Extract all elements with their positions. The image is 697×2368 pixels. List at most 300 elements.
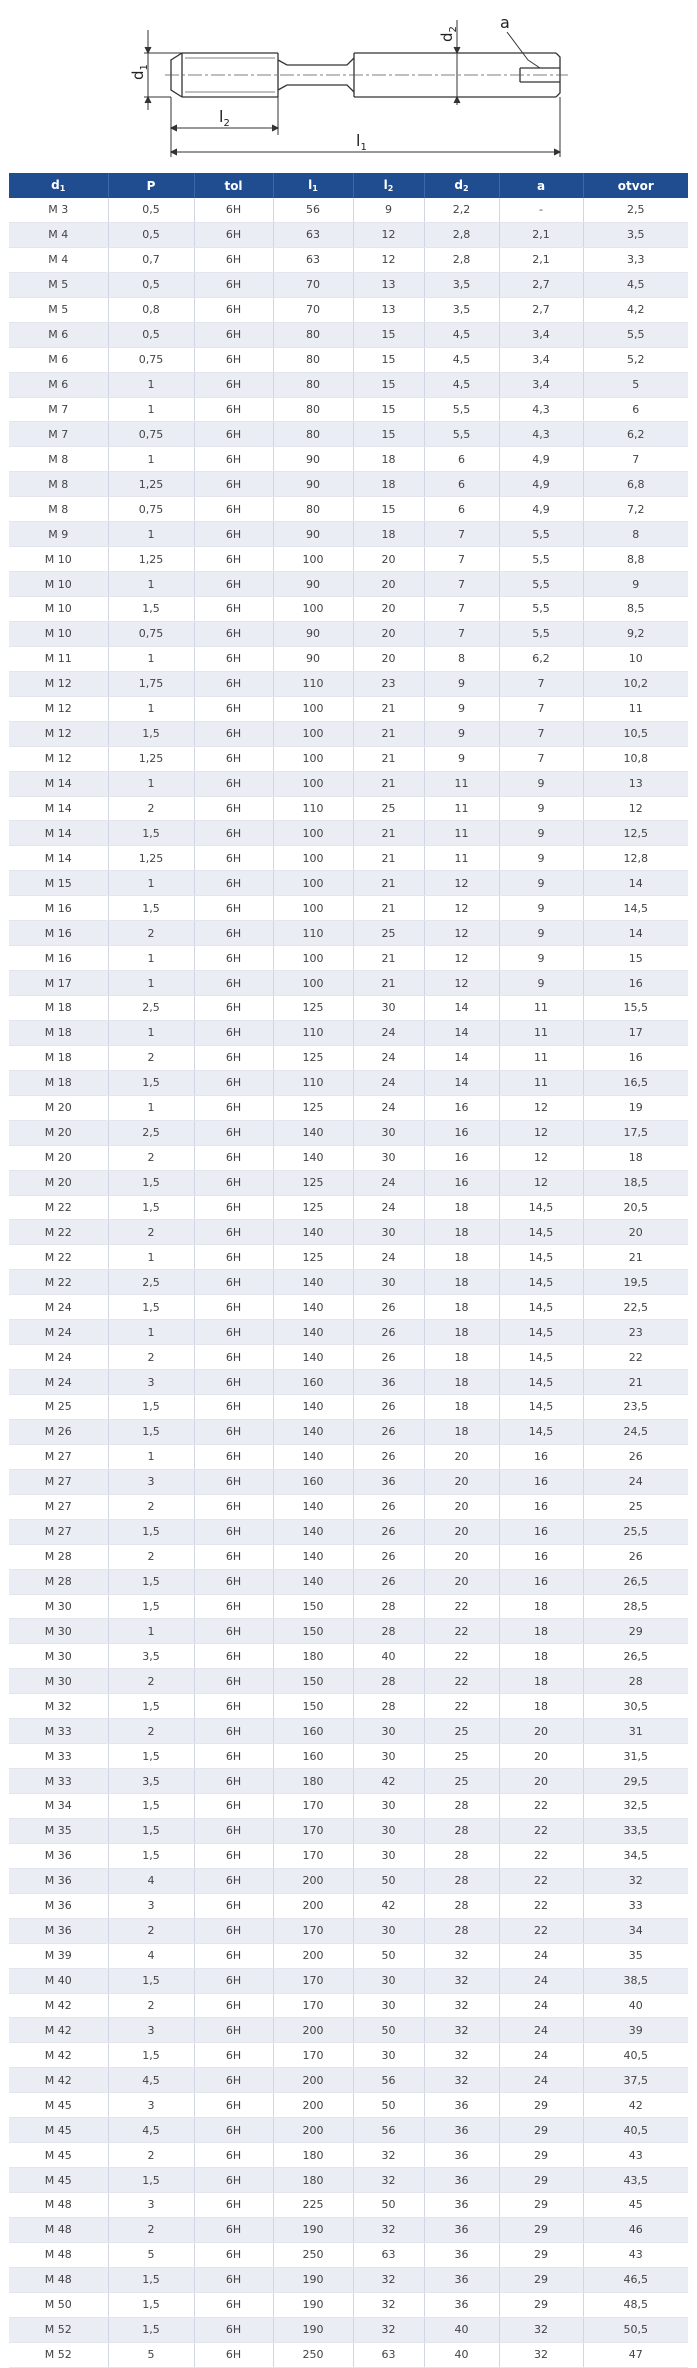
cell-l2: 30 xyxy=(353,1145,424,1170)
cell-l1: 80 xyxy=(273,322,353,347)
cell-a: 18 xyxy=(499,1694,583,1719)
cell-d2: 28 xyxy=(424,1893,499,1918)
cell-l1: 170 xyxy=(273,1993,353,2018)
cell-pitch: 4,5 xyxy=(108,2068,194,2093)
cell-pitch: 2 xyxy=(108,1045,194,1070)
cell-d1: M 8 xyxy=(9,472,108,497)
cell-pitch: 1 xyxy=(108,1020,194,1045)
table-row xyxy=(9,846,688,871)
cell-l1: 125 xyxy=(273,1170,353,1195)
cell-d1: M 35 xyxy=(9,1818,108,1843)
cell-d2: 11 xyxy=(424,796,499,821)
cell-d1: M 45 xyxy=(9,2143,108,2168)
cell-a: 11 xyxy=(499,1070,583,1095)
cell-pitch: 2 xyxy=(108,921,194,946)
cell-d1: M 24 xyxy=(9,1295,108,1320)
cell-a: 7 xyxy=(499,746,583,771)
cell-l2: 56 xyxy=(353,2068,424,2093)
l2-label: $l_2$ xyxy=(219,107,230,129)
cell-l1: 100 xyxy=(273,547,353,572)
table-row xyxy=(9,1444,688,1469)
cell-a: 9 xyxy=(499,971,583,996)
cell-tolerance: 6H xyxy=(194,322,273,347)
cell-d2: 18 xyxy=(424,1419,499,1444)
cell-pitch: 1,5 xyxy=(108,721,194,746)
table-row xyxy=(9,1195,688,1220)
cell-d2: 7 xyxy=(424,572,499,597)
cell-l2: 30 xyxy=(353,1744,424,1769)
cell-otvor: 7 xyxy=(583,447,688,472)
cell-d2: 14 xyxy=(424,996,499,1021)
cell-otvor: 35 xyxy=(583,1943,688,1968)
cell-a: 29 xyxy=(499,2093,583,2118)
cell-otvor: 48,5 xyxy=(583,2292,688,2317)
cell-l2: 18 xyxy=(353,472,424,497)
cell-d2: 6 xyxy=(424,472,499,497)
cell-l1: 100 xyxy=(273,871,353,896)
cell-l1: 200 xyxy=(273,1868,353,1893)
cell-a: 3,4 xyxy=(499,322,583,347)
cell-otvor: 14,5 xyxy=(583,896,688,921)
table-body xyxy=(9,198,688,2367)
cell-pitch: 5 xyxy=(108,2242,194,2267)
cell-tolerance: 6H xyxy=(194,2193,273,2218)
cell-d1: M 9 xyxy=(9,522,108,547)
cell-l1: 250 xyxy=(273,2242,353,2267)
d1-label: $d_1$ xyxy=(129,64,150,80)
cell-l1: 140 xyxy=(273,1395,353,1420)
table-row xyxy=(9,621,688,646)
cell-a: 24 xyxy=(499,2018,583,2043)
cell-otvor: 22,5 xyxy=(583,1295,688,1320)
cell-otvor: 12,5 xyxy=(583,821,688,846)
cell-tolerance: 6H xyxy=(194,771,273,796)
cell-otvor: 26 xyxy=(583,1544,688,1569)
cell-d2: 22 xyxy=(424,1669,499,1694)
cell-d2: 32 xyxy=(424,1943,499,1968)
cell-d1: M 12 xyxy=(9,746,108,771)
table-row xyxy=(9,1619,688,1644)
cell-l2: 24 xyxy=(353,1045,424,1070)
cell-pitch: 4,5 xyxy=(108,2118,194,2143)
table-row xyxy=(9,2342,688,2367)
cell-pitch: 3 xyxy=(108,2193,194,2218)
cell-a: 18 xyxy=(499,1619,583,1644)
table-row xyxy=(9,272,688,297)
cell-l1: 190 xyxy=(273,2292,353,2317)
cell-l1: 70 xyxy=(273,272,353,297)
cell-d1: M 48 xyxy=(9,2242,108,2267)
cell-a: 9 xyxy=(499,946,583,971)
cell-l1: 140 xyxy=(273,1444,353,1469)
cell-l2: 56 xyxy=(353,2118,424,2143)
cell-l1: 190 xyxy=(273,2217,353,2242)
cell-l2: 24 xyxy=(353,1195,424,1220)
cell-l1: 110 xyxy=(273,1020,353,1045)
cell-a: 16 xyxy=(499,1544,583,1569)
cell-d2: 18 xyxy=(424,1270,499,1295)
cell-tolerance: 6H xyxy=(194,971,273,996)
cell-tolerance: 6H xyxy=(194,1145,273,1170)
cell-otvor: 4,5 xyxy=(583,272,688,297)
cell-tolerance: 6H xyxy=(194,2342,273,2367)
cell-a: 22 xyxy=(499,1893,583,1918)
cell-tolerance: 6H xyxy=(194,347,273,372)
d2-label: $d_2$ xyxy=(438,26,459,42)
cell-pitch: 1,5 xyxy=(108,1818,194,1843)
cell-pitch: 1 xyxy=(108,397,194,422)
cell-pitch: 1,5 xyxy=(108,1843,194,1868)
table-row xyxy=(9,372,688,397)
cell-a: 4,3 xyxy=(499,422,583,447)
cell-l2: 21 xyxy=(353,871,424,896)
tap-dimension-drawing xyxy=(0,0,697,172)
cell-a: 29 xyxy=(499,2143,583,2168)
cell-tolerance: 6H xyxy=(194,1120,273,1145)
cell-d2: 8 xyxy=(424,646,499,671)
cell-d1: M 48 xyxy=(9,2193,108,2218)
cell-l1: 100 xyxy=(273,696,353,721)
cell-a: 22 xyxy=(499,1918,583,1943)
cell-l2: 30 xyxy=(353,1220,424,1245)
cell-l2: 63 xyxy=(353,2242,424,2267)
cell-a: 12 xyxy=(499,1170,583,1195)
cell-a: 18 xyxy=(499,1594,583,1619)
cell-l1: 170 xyxy=(273,2043,353,2068)
cell-d2: 9 xyxy=(424,746,499,771)
cell-l2: 9 xyxy=(353,198,424,222)
cell-otvor: 46 xyxy=(583,2217,688,2242)
cell-d2: 18 xyxy=(424,1195,499,1220)
cell-tolerance: 6H xyxy=(194,1943,273,1968)
cell-pitch: 3 xyxy=(108,2093,194,2118)
table-row xyxy=(9,2068,688,2093)
cell-a: 14,5 xyxy=(499,1345,583,1370)
cell-d1: M 22 xyxy=(9,1220,108,1245)
cell-otvor: 40,5 xyxy=(583,2043,688,2068)
cell-l2: 13 xyxy=(353,272,424,297)
cell-a: 2,1 xyxy=(499,222,583,247)
cell-pitch: 3,5 xyxy=(108,1769,194,1794)
cell-d2: 18 xyxy=(424,1395,499,1420)
cell-tolerance: 6H xyxy=(194,472,273,497)
cell-l1: 125 xyxy=(273,1095,353,1120)
cell-l1: 100 xyxy=(273,746,353,771)
cell-otvor: 5,5 xyxy=(583,322,688,347)
cell-pitch: 1 xyxy=(108,971,194,996)
cell-d2: 3,5 xyxy=(424,272,499,297)
table-row xyxy=(9,2118,688,2143)
cell-tolerance: 6H xyxy=(194,497,273,522)
cell-otvor: 23,5 xyxy=(583,1395,688,1420)
cell-tolerance: 6H xyxy=(194,2292,273,2317)
cell-otvor: 33 xyxy=(583,1893,688,1918)
cell-a: 14,5 xyxy=(499,1419,583,1444)
cell-pitch: 2 xyxy=(108,796,194,821)
col-header-otvor: otvor xyxy=(583,173,688,198)
cell-tolerance: 6H xyxy=(194,1794,273,1819)
cell-l1: 150 xyxy=(273,1619,353,1644)
cell-l1: 140 xyxy=(273,1145,353,1170)
cell-d1: M 36 xyxy=(9,1893,108,1918)
cell-d2: 18 xyxy=(424,1345,499,1370)
cell-pitch: 2 xyxy=(108,2217,194,2242)
table-row xyxy=(9,1843,688,1868)
table-row xyxy=(9,2093,688,2118)
cell-d2: 6 xyxy=(424,447,499,472)
cell-pitch: 1,5 xyxy=(108,1519,194,1544)
cell-l2: 26 xyxy=(353,1569,424,1594)
cell-d2: 16 xyxy=(424,1145,499,1170)
cell-l1: 140 xyxy=(273,1220,353,1245)
cell-otvor: 43 xyxy=(583,2143,688,2168)
cell-pitch: 0,5 xyxy=(108,222,194,247)
cell-l1: 125 xyxy=(273,1245,353,1270)
cell-otvor: 31 xyxy=(583,1719,688,1744)
cell-pitch: 1,5 xyxy=(108,1794,194,1819)
cell-otvor: 18 xyxy=(583,1145,688,1170)
cell-l2: 30 xyxy=(353,1843,424,1868)
cell-l1: 80 xyxy=(273,497,353,522)
cell-l2: 21 xyxy=(353,821,424,846)
cell-a: 7 xyxy=(499,721,583,746)
cell-pitch: 4 xyxy=(108,1868,194,1893)
cell-a: 9 xyxy=(499,896,583,921)
cell-d1: M 10 xyxy=(9,597,108,622)
cell-d2: 12 xyxy=(424,971,499,996)
cell-l2: 50 xyxy=(353,2018,424,2043)
cell-tolerance: 6H xyxy=(194,1569,273,1594)
cell-l1: 200 xyxy=(273,2118,353,2143)
cell-d2: 2,8 xyxy=(424,222,499,247)
table-row xyxy=(9,198,688,222)
table-row xyxy=(9,2317,688,2342)
cell-a: 5,5 xyxy=(499,621,583,646)
cell-tolerance: 6H xyxy=(194,1220,273,1245)
cell-d2: 20 xyxy=(424,1469,499,1494)
col-header-l2: $l_2$ xyxy=(353,173,424,198)
cell-tolerance: 6H xyxy=(194,372,273,397)
cell-l1: 70 xyxy=(273,297,353,322)
cell-d1: M 16 xyxy=(9,946,108,971)
cell-otvor: 5,2 xyxy=(583,347,688,372)
cell-d1: M 48 xyxy=(9,2217,108,2242)
cell-d1: M 22 xyxy=(9,1195,108,1220)
cell-tolerance: 6H xyxy=(194,2093,273,2118)
cell-pitch: 2,5 xyxy=(108,1270,194,1295)
cell-pitch: 1,5 xyxy=(108,1594,194,1619)
cell-d2: 12 xyxy=(424,896,499,921)
cell-l1: 160 xyxy=(273,1469,353,1494)
table-row xyxy=(9,1918,688,1943)
cell-d1: M 26 xyxy=(9,1419,108,1444)
cell-d2: 28 xyxy=(424,1843,499,1868)
table-row xyxy=(9,572,688,597)
cell-d1: M 30 xyxy=(9,1594,108,1619)
cell-l1: 90 xyxy=(273,472,353,497)
cell-l1: 56 xyxy=(273,198,353,222)
cell-otvor: 7,2 xyxy=(583,497,688,522)
cell-a: 11 xyxy=(499,996,583,1021)
table-row xyxy=(9,447,688,472)
col-header-d2: $d_2$ xyxy=(424,173,499,198)
cell-d2: 36 xyxy=(424,2267,499,2292)
cell-otvor: 20 xyxy=(583,1220,688,1245)
cell-tolerance: 6H xyxy=(194,1245,273,1270)
cell-a: 16 xyxy=(499,1469,583,1494)
cell-otvor: 33,5 xyxy=(583,1818,688,1843)
cell-d1: M 30 xyxy=(9,1619,108,1644)
cell-pitch: 1,5 xyxy=(108,1395,194,1420)
cell-a: 5,5 xyxy=(499,572,583,597)
cell-a: 2,7 xyxy=(499,272,583,297)
col-header-d1: $d_1$ xyxy=(9,173,108,198)
cell-d2: 20 xyxy=(424,1544,499,1569)
cell-d1: M 17 xyxy=(9,971,108,996)
cell-otvor: 15,5 xyxy=(583,996,688,1021)
cell-otvor: 39 xyxy=(583,2018,688,2043)
cell-l2: 32 xyxy=(353,2292,424,2317)
cell-d1: M 10 xyxy=(9,621,108,646)
cell-l2: 21 xyxy=(353,696,424,721)
cell-l1: 140 xyxy=(273,1270,353,1295)
cell-tolerance: 6H xyxy=(194,1370,273,1395)
cell-tolerance: 6H xyxy=(194,247,273,272)
table-row xyxy=(9,1993,688,2018)
cell-tolerance: 6H xyxy=(194,2068,273,2093)
cell-d2: 12 xyxy=(424,871,499,896)
cell-pitch: 1,5 xyxy=(108,1569,194,1594)
cell-otvor: 10,5 xyxy=(583,721,688,746)
cell-otvor: 29 xyxy=(583,1619,688,1644)
cell-tolerance: 6H xyxy=(194,1694,273,1719)
cell-l2: 26 xyxy=(353,1419,424,1444)
cell-l1: 100 xyxy=(273,846,353,871)
cell-d1: M 52 xyxy=(9,2342,108,2367)
cell-d2: 4,5 xyxy=(424,372,499,397)
cell-d2: 28 xyxy=(424,1918,499,1943)
cell-tolerance: 6H xyxy=(194,796,273,821)
cell-d2: 20 xyxy=(424,1569,499,1594)
cell-d1: M 16 xyxy=(9,921,108,946)
tap-drawing-svg xyxy=(0,0,697,172)
cell-a: 12 xyxy=(499,1095,583,1120)
cell-tolerance: 6H xyxy=(194,1644,273,1669)
cell-otvor: 13 xyxy=(583,771,688,796)
table-row xyxy=(9,646,688,671)
cell-l2: 30 xyxy=(353,2043,424,2068)
cell-l2: 20 xyxy=(353,547,424,572)
cell-l2: 21 xyxy=(353,971,424,996)
cell-tolerance: 6H xyxy=(194,2267,273,2292)
cell-d2: 7 xyxy=(424,547,499,572)
cell-pitch: 1,5 xyxy=(108,1295,194,1320)
cell-pitch: 1,75 xyxy=(108,671,194,696)
cell-l2: 28 xyxy=(353,1594,424,1619)
cell-tolerance: 6H xyxy=(194,1843,273,1868)
cell-d2: 22 xyxy=(424,1619,499,1644)
cell-a: 4,9 xyxy=(499,497,583,522)
cell-a: 4,9 xyxy=(499,472,583,497)
cell-a: 29 xyxy=(499,2217,583,2242)
cell-tolerance: 6H xyxy=(194,1419,273,1444)
cell-d1: M 18 xyxy=(9,1070,108,1095)
cell-l1: 140 xyxy=(273,1295,353,1320)
cell-d2: 36 xyxy=(424,2168,499,2193)
cell-d2: 20 xyxy=(424,1494,499,1519)
cell-tolerance: 6H xyxy=(194,1444,273,1469)
cell-d1: M 45 xyxy=(9,2168,108,2193)
cell-otvor: 17 xyxy=(583,1020,688,1045)
cell-a: 4,9 xyxy=(499,447,583,472)
cell-otvor: 50,5 xyxy=(583,2317,688,2342)
cell-pitch: 2 xyxy=(108,1918,194,1943)
cell-l1: 250 xyxy=(273,2342,353,2367)
l1-label: $l_1$ xyxy=(356,131,367,153)
cell-d1: M 39 xyxy=(9,1943,108,1968)
cell-otvor: 4,2 xyxy=(583,297,688,322)
table-row xyxy=(9,1469,688,1494)
cell-l2: 30 xyxy=(353,1270,424,1295)
a-label: a xyxy=(500,13,510,32)
cell-d2: 9 xyxy=(424,721,499,746)
cell-a: 29 xyxy=(499,2292,583,2317)
table-row xyxy=(9,2193,688,2218)
cell-otvor: 23 xyxy=(583,1320,688,1345)
cell-a: 29 xyxy=(499,2168,583,2193)
cell-d2: 7 xyxy=(424,621,499,646)
table-row xyxy=(9,2018,688,2043)
cell-a: 12 xyxy=(499,1120,583,1145)
cell-a: 3,4 xyxy=(499,347,583,372)
cell-l2: 15 xyxy=(353,347,424,372)
cell-a: 29 xyxy=(499,2242,583,2267)
cell-a: 9 xyxy=(499,846,583,871)
cell-l1: 140 xyxy=(273,1419,353,1444)
table-row xyxy=(9,796,688,821)
cell-d2: 36 xyxy=(424,2093,499,2118)
cell-d2: 9 xyxy=(424,696,499,721)
cell-pitch: 1,5 xyxy=(108,2168,194,2193)
table-row xyxy=(9,1968,688,1993)
cell-otvor: 43 xyxy=(583,2242,688,2267)
cell-d1: M 16 xyxy=(9,896,108,921)
cell-pitch: 1,5 xyxy=(108,597,194,622)
cell-l2: 20 xyxy=(353,572,424,597)
cell-pitch: 1,5 xyxy=(108,2292,194,2317)
cell-l2: 25 xyxy=(353,921,424,946)
cell-otvor: 31,5 xyxy=(583,1744,688,1769)
cell-l2: 32 xyxy=(353,2317,424,2342)
cell-a: 29 xyxy=(499,2267,583,2292)
table-row xyxy=(9,2168,688,2193)
cell-pitch: 2 xyxy=(108,2143,194,2168)
cell-otvor: 22 xyxy=(583,1345,688,1370)
cell-d1: M 7 xyxy=(9,397,108,422)
cell-pitch: 3,5 xyxy=(108,1644,194,1669)
cell-l1: 90 xyxy=(273,572,353,597)
cell-otvor: 11 xyxy=(583,696,688,721)
cell-l2: 25 xyxy=(353,796,424,821)
cell-l1: 110 xyxy=(273,921,353,946)
table-row xyxy=(9,2217,688,2242)
cell-d2: 14 xyxy=(424,1045,499,1070)
cell-otvor: 3,5 xyxy=(583,222,688,247)
cell-d1: M 20 xyxy=(9,1120,108,1145)
cell-a: 20 xyxy=(499,1719,583,1744)
cell-a: 14,5 xyxy=(499,1395,583,1420)
cell-l2: 21 xyxy=(353,771,424,796)
